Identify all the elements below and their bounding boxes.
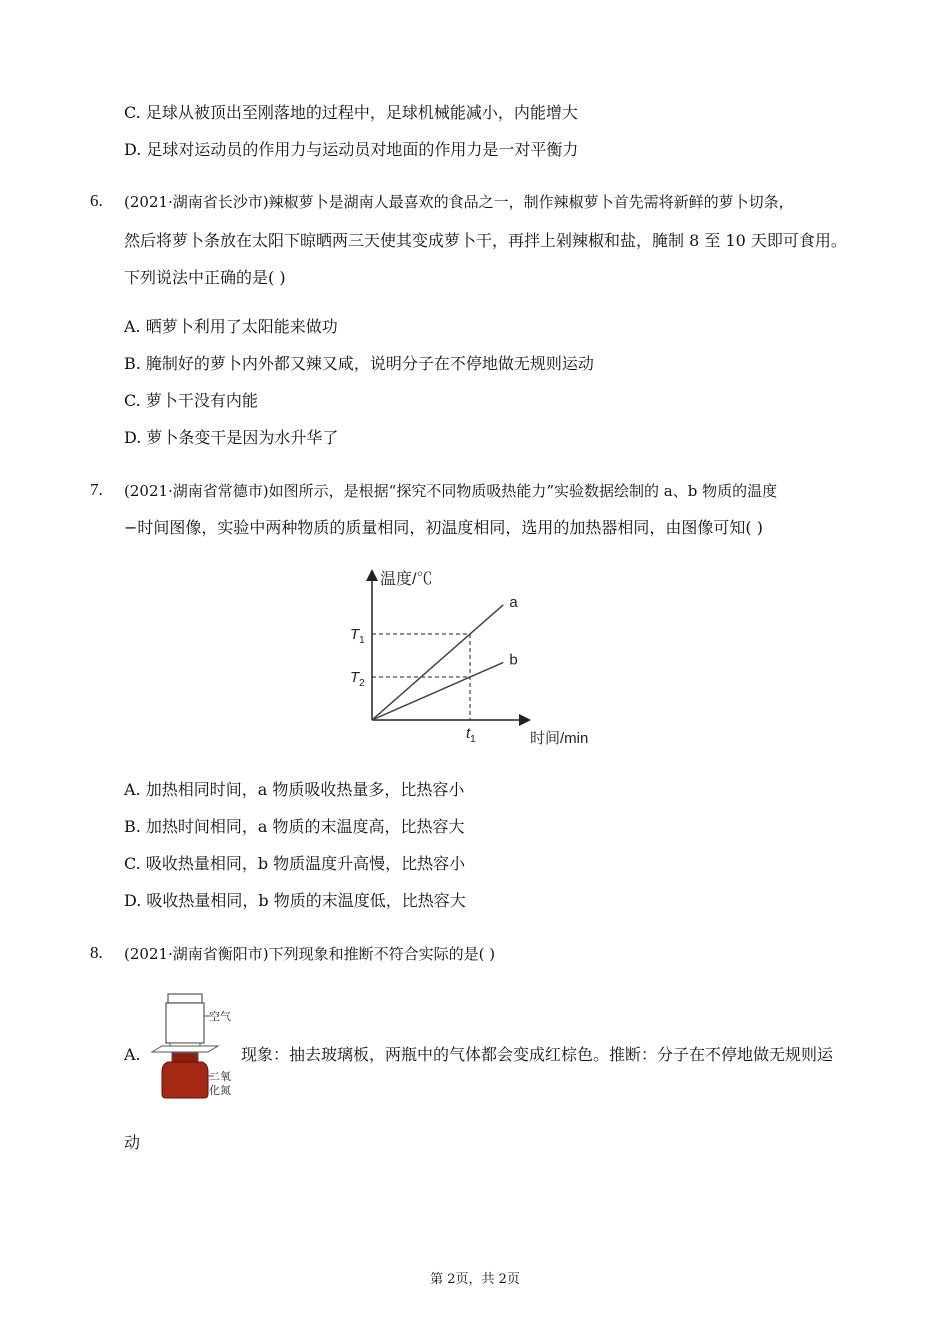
q5-option-d: D. 足球对运动员的作用力与运动员对地面的作用力是一对平衡力	[124, 140, 579, 159]
series-b-line	[372, 662, 503, 720]
q6-stem-line-1: (2021·湖南省长沙市)辣椒萝卜是湖南人最喜欢的食品之一，制作辣椒萝卜首先需将新鲜的萝卜切条，	[124, 193, 794, 211]
series-a-label: a	[509, 593, 518, 611]
temperature-time-chart	[340, 560, 620, 755]
q6-stem-line-2: 然后将萝卜条放在太阳下晾晒两三天使其变成萝卜干，再拌上剁辣椒和盐，腌制 8 至 10 天即可食用。	[124, 231, 847, 250]
q6-number: 6.	[90, 191, 103, 210]
q8-number: 8.	[90, 943, 103, 962]
q8-option-a-label: A.	[124, 1045, 141, 1064]
q7-stem-line-1: (2021·湖南省常德市)如图所示，是根据“探究不同物质吸热能力”实验数据绘制的 a、b 物质的温度	[124, 482, 778, 500]
q6-stem-line-3: 下列说法中正确的是( )	[124, 268, 286, 287]
q7-option-a: A. 加热相同时间，a 物质吸收热量多，比热容小	[124, 780, 465, 799]
q6-option-a: A. 晒萝卜利用了太阳能来做功	[124, 317, 338, 336]
glass-plate	[152, 1046, 218, 1052]
q8-option-a-wrap: 动	[124, 1133, 141, 1152]
q8-stem: (2021·湖南省衡阳市)下列现象和推断不符合实际的是( )	[124, 945, 496, 963]
q6-option-b: B. 腌制好的萝卜内外都又辣又咸，说明分子在不停地做无规则运动	[124, 354, 594, 373]
no2-bottle	[162, 1062, 208, 1098]
tick-label-T2: $T_2$	[350, 669, 365, 689]
y-axis-label: 温度/℃	[380, 571, 433, 588]
air-label: 空气	[209, 1011, 231, 1023]
series-a-line	[372, 605, 503, 720]
q7-number: 7.	[90, 480, 103, 499]
page-footer: 第 2页，共 2页	[430, 1272, 520, 1287]
q6-option-d: D. 萝卜条变干是因为水升华了	[124, 428, 339, 447]
tick-label-T1: $T_1$	[350, 626, 365, 646]
q7-stem-line-2: −时间图像，实验中两种物质的质量相同，初温度相同，选用的加热器相同，由图像可知( )	[124, 518, 763, 537]
x-axis-label: 时间/min	[530, 730, 589, 747]
q6-option-c: C. 萝卜干没有内能	[124, 391, 258, 410]
q7-option-d: D. 吸收热量相同，b 物质的末温度低，比热容大	[124, 891, 466, 910]
gas-diffusion-figure	[146, 990, 242, 1102]
tick-label-t1: $t_1$	[466, 725, 476, 745]
no2-label-line-1: 二氧	[209, 1071, 231, 1083]
q5-option-c: C. 足球从被顶出至刚落地的过程中，足球机械能减小，内能增大	[124, 103, 578, 122]
series-b-label: b	[509, 651, 518, 669]
no2-label-line-2: 化氮	[209, 1085, 231, 1097]
air-bottle	[166, 1003, 204, 1043]
q8-option-a-text: 现象：抽去玻璃板，两瓶中的气体都会变成红棕色。推断：分子在不停地做无规则运	[241, 1045, 834, 1064]
q7-option-c: C. 吸收热量相同，b 物质温度升高慢，比热容小	[124, 854, 466, 873]
air-bottle-cap	[168, 994, 202, 1003]
q7-option-b: B. 加热时间相同，a 物质的末温度高，比热容大	[124, 817, 465, 836]
